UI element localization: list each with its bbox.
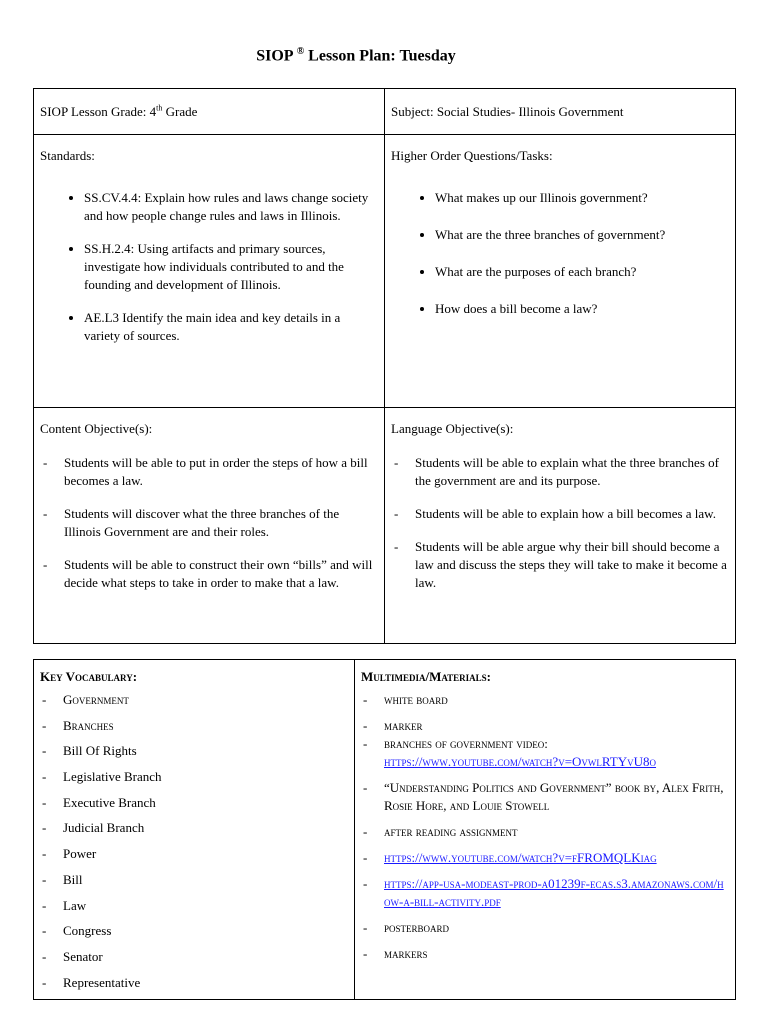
vocabulary-list bbox=[40, 691, 348, 999]
list-item: - Power bbox=[40, 845, 348, 871]
list-item: - white board bbox=[361, 691, 729, 709]
list-item: - Representative bbox=[40, 974, 348, 1000]
list-item: - marker bbox=[361, 717, 729, 735]
list-item: - Students will be able to construct their own “bills” and will decide what steps to take in order to make that a law. bbox=[40, 556, 376, 592]
list-item: - Judicial Branch bbox=[40, 819, 348, 845]
content-objectives-label: Content Objective(s): bbox=[40, 421, 153, 436]
list-item: • AE.L3 Identify the main idea and key details in a variety of sources. bbox=[84, 309, 376, 345]
list-item: • How does a bill become a law? bbox=[435, 300, 727, 318]
language-objectives-list bbox=[391, 454, 727, 592]
youtube-link[interactable]: https://www.youtube.com/watch?v=fFROMQLKiag bbox=[384, 850, 657, 865]
activity-pdf-link[interactable]: https://app-usa-modeast-prod-a01239f-ecas.s3.amazonaws.com/how-a-bill-activity.pdf bbox=[384, 876, 724, 909]
list-item: • SS.H.2.4: Using artifacts and primary sources, investigate how individuals contributed to and the founding and development of Illinois. bbox=[84, 240, 376, 294]
list-item: - Students will be able to explain how a bill becomes a law. bbox=[391, 505, 727, 523]
list-item: - Law bbox=[40, 897, 348, 923]
vocabulary-label: Key Vocabulary: bbox=[40, 669, 138, 684]
language-objectives-label: Language Objective(s): bbox=[391, 421, 514, 436]
materials-label: Multimedia/Materials: bbox=[361, 669, 492, 684]
subject-text: Subject: Social Studies- Illinois Government bbox=[391, 104, 624, 119]
list-item: - Government bbox=[40, 691, 348, 717]
list-item: - Senator bbox=[40, 948, 348, 974]
questions-label: Higher Order Questions/Tasks: bbox=[391, 148, 553, 163]
standards-list bbox=[40, 189, 376, 345]
list-item: - Branches bbox=[40, 717, 348, 743]
list-item: - Bill bbox=[40, 871, 348, 897]
language-objectives-cell bbox=[385, 408, 736, 644]
registered-mark: ® bbox=[296, 46, 305, 57]
list-item: - Students will be able argue why their bill should become a law and discuss the steps they will take to make it become a law. bbox=[391, 538, 727, 592]
list-item: - after reading assignment bbox=[361, 823, 729, 841]
list-item: - Bill Of Rights bbox=[40, 742, 348, 768]
list-item bbox=[361, 875, 729, 911]
list-item: - “Understanding Politics and Government” book by, Alex Frith, Rosie Hore, and Louie Stowell bbox=[361, 779, 729, 815]
list-item: - posterboard bbox=[361, 919, 729, 937]
materials-list bbox=[361, 691, 729, 963]
standards-label: Standards: bbox=[40, 148, 95, 163]
title-rest: Lesson Plan: Tuesday bbox=[308, 47, 456, 65]
list-item bbox=[361, 735, 729, 771]
grade-text: SIOP Lesson Grade: 4th Grade bbox=[40, 103, 198, 119]
subject-cell bbox=[385, 89, 736, 135]
video-label: branches of government video: bbox=[384, 736, 548, 751]
list-item bbox=[361, 849, 729, 867]
list-item: - Students will discover what the three branches of the Illinois Government are and their roles. bbox=[40, 505, 376, 541]
page-title bbox=[0, 46, 712, 65]
vocabulary-cell bbox=[34, 660, 355, 1000]
list-item: • SS.CV.4.4: Explain how rules and laws change society and how people change rules and laws in Illinois. bbox=[84, 189, 376, 225]
standards-cell bbox=[34, 135, 385, 408]
lesson-plan-table bbox=[33, 88, 736, 644]
vocabulary-materials-table bbox=[33, 659, 736, 1000]
list-item: - Congress bbox=[40, 922, 348, 948]
materials-cell bbox=[355, 660, 736, 1000]
video-link[interactable]: https://www.youtube.com/watch?v=OvwlRTYvU8o bbox=[384, 754, 657, 769]
list-item: - Students will be able to explain what the three branches of the government are and its purpose. bbox=[391, 454, 727, 490]
list-item: - Legislative Branch bbox=[40, 768, 348, 794]
list-item: - Students will be able to put in order the steps of how a bill becomes a law. bbox=[40, 454, 376, 490]
list-item: • What makes up our Illinois government? bbox=[435, 189, 727, 207]
list-item: - markers bbox=[361, 945, 729, 963]
content-objectives-cell bbox=[34, 408, 385, 644]
list-item: • What are the three branches of government? bbox=[435, 226, 727, 244]
title-prefix: SIOP bbox=[256, 47, 293, 65]
grade-cell bbox=[34, 89, 385, 135]
questions-cell bbox=[385, 135, 736, 408]
list-item: • What are the purposes of each branch? bbox=[435, 263, 727, 281]
questions-list bbox=[391, 189, 727, 318]
list-item: - Executive Branch bbox=[40, 794, 348, 820]
content-objectives-list bbox=[40, 454, 376, 592]
